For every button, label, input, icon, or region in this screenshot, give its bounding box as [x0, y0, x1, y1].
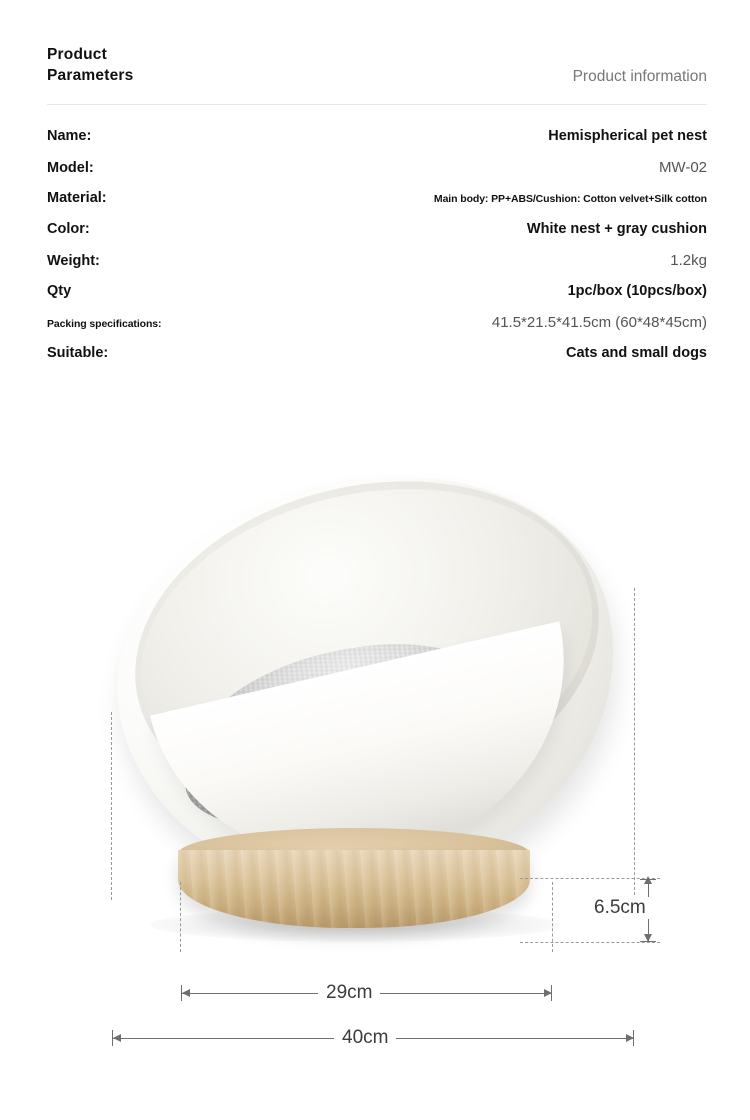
height-cap-top [640, 879, 656, 880]
product-photo [0, 430, 750, 1080]
page-title [47, 44, 247, 86]
base-width-cap-left [181, 985, 182, 1001]
base-width-cap-right [551, 985, 552, 1001]
spec-row-model [47, 159, 707, 190]
total-width-cap-right [633, 1030, 634, 1046]
dimension-total-width-label: 40cm [334, 1027, 396, 1049]
total-width-cap-left [112, 1030, 113, 1046]
total-width-arrow-left [113, 1034, 121, 1042]
height-arrow-up [644, 876, 652, 884]
spec-value: Cats and small dogs [565, 345, 707, 361]
spec-row-suitable [47, 345, 707, 376]
height-cap-bottom [640, 941, 656, 942]
guide-height-bottom [520, 942, 660, 943]
guide-height-top [520, 878, 660, 879]
guide-left-base [180, 882, 181, 952]
spec-label: Material: [47, 190, 107, 206]
dimension-base-width-label: 29cm [318, 982, 380, 1004]
spec-row-color [47, 221, 707, 252]
spec-value: Main body: PP+ABS/Cushion: Cotton velvet+Silk cotton [433, 193, 707, 205]
spec-label: Name: [47, 128, 92, 144]
spec-label: Suitable: [47, 345, 109, 361]
page-title-line2: Parameters [47, 67, 134, 84]
spec-value: 1pc/box (10pcs/box) [567, 283, 707, 299]
spec-row-weight [47, 252, 707, 283]
wooden-base [178, 828, 530, 948]
dimension-height-label: 6.5cm [586, 897, 654, 919]
guide-left-total [111, 712, 112, 900]
spec-label: Color: [47, 221, 90, 237]
guide-right-total [634, 588, 635, 900]
header-divider [47, 104, 707, 105]
base-width-arrow-left [182, 989, 190, 997]
spec-label: Weight: [47, 253, 100, 269]
spec-label: Model: [47, 160, 94, 176]
spec-row-packing [47, 314, 707, 345]
spec-value: 41.5*21.5*41.5cm (60*48*45cm) [491, 314, 707, 331]
spec-label: Packing specifications: [47, 318, 162, 330]
spec-row-name [47, 128, 707, 159]
spec-row-material [47, 190, 707, 221]
spec-value: Hemispherical pet nest [548, 128, 707, 144]
spec-label: Qty [47, 283, 72, 299]
spec-value: White nest + gray cushion [526, 221, 707, 237]
base-side [178, 850, 530, 928]
page-title-line1: Product [47, 46, 107, 63]
wood-grain-texture [178, 850, 530, 928]
spec-value: MW-02 [658, 159, 707, 176]
header [47, 44, 707, 94]
spec-value: 1.2kg [670, 252, 707, 269]
spec-row-qty [47, 283, 707, 314]
spec-list [47, 128, 707, 376]
header-subtitle: Product information [572, 68, 707, 85]
